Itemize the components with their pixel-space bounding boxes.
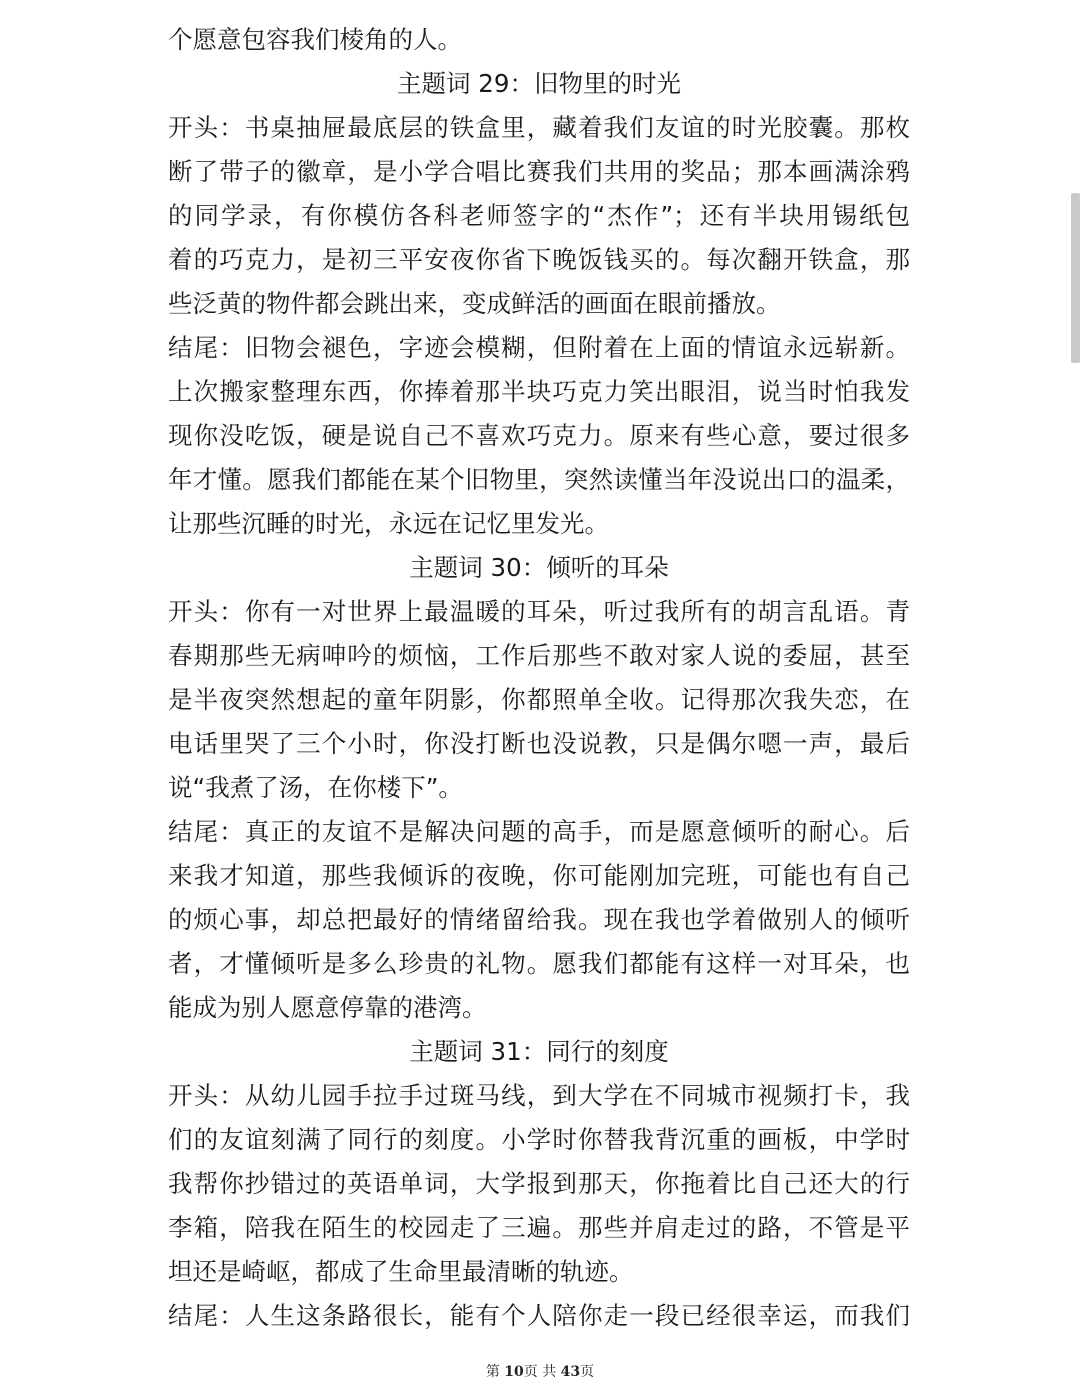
text-line: 春期那些无病呻吟的烦恼，工作后那些不敢对家人说的委屈，甚至 (168, 641, 910, 670)
text-line: 让那些沉睡的时光，永远在记忆里发光。 (168, 509, 609, 538)
document-body (168, 18, 910, 1338)
text-line: 开头：从幼儿园手拉手过斑马线，到大学在不同城市视频打卡，我 (168, 1081, 910, 1110)
scrollbar-thumb[interactable] (1071, 193, 1080, 363)
footer-middle: 页 共 (523, 1364, 561, 1380)
total-page-count: 43 (560, 1364, 581, 1380)
section-heading: 主题词 29：旧物里的时光 (397, 69, 681, 98)
text-line: 结尾：真正的友谊不是解决问题的高手，而是愿意倾听的耐心。后 (168, 817, 910, 846)
text-line: 们的友谊刻满了同行的刻度。小学时你替我背沉重的画板，中学时 (168, 1125, 910, 1154)
text-line: 我帮你抄错过的英语单词，大学报到那天，你拖着比自己还大的行 (168, 1169, 910, 1198)
text-line: 是半夜突然想起的童年阴影，你都照单全收。记得那次我失恋，在 (168, 685, 910, 714)
section-heading: 主题词 31：同行的刻度 (409, 1037, 669, 1066)
text-line: 年才懂。愿我们都能在某个旧物里，突然读懂当年没说出口的温柔， (168, 465, 910, 494)
text-line: 现你没吃饭，硬是说自己不喜欢巧克力。原来有些心意，要过很多 (168, 421, 910, 450)
text-line: 结尾：旧物会褪色，字迹会模糊，但附着在上面的情谊永远崭新。 (168, 333, 910, 362)
text-line: 的同学录，有你模仿各科老师签字的“杰作”；还有半块用锡纸包 (168, 201, 910, 230)
text-line: 能成为别人愿意停靠的港湾。 (168, 993, 487, 1022)
footer-prefix: 第 (485, 1364, 505, 1380)
text-line: 开头：书桌抽屉最底层的铁盒里，藏着我们友谊的时光胶囊。那枚 (168, 113, 910, 142)
text-line: 坦还是崎岖，都成了生命里最清晰的轨迹。 (168, 1257, 634, 1286)
text-line: 来我才知道，那些我倾诉的夜晚，你可能刚加完班，可能也有自己 (168, 861, 910, 890)
text-line: 电话里哭了三个小时，你没打断也没说教，只是偶尔嗯一声，最后 (168, 729, 910, 758)
footer-suffix: 页 (580, 1364, 595, 1380)
text-line: 些泛黄的物件都会跳出来，变成鲜活的画面在眼前播放。 (168, 289, 781, 318)
current-page-number: 10 (504, 1364, 524, 1380)
text-line: 说“我煮了汤，在你楼下”。 (168, 773, 463, 802)
text-line: 李箱，陪我在陌生的校园走了三遍。那些并肩走过的路，不管是平 (168, 1213, 910, 1242)
text-line: 者，才懂倾听是多么珍贵的礼物。愿我们都能有这样一对耳朵，也 (168, 949, 910, 978)
text-line: 上次搬家整理东西，你捧着那半块巧克力笑出眼泪，说当时怕我发 (168, 377, 910, 406)
text-line: 个愿意包容我们棱角的人。 (168, 25, 462, 54)
page-footer (0, 1361, 1080, 1381)
text-line: 着的巧克力，是初三平安夜你省下晚饭钱买的。每次翻开铁盒，那 (168, 245, 910, 274)
section-heading: 主题词 30：倾听的耳朵 (409, 553, 669, 582)
text-line: 结尾：人生这条路很长，能有个人陪你走一段已经很幸运，而我们 (168, 1301, 910, 1330)
text-line: 开头：你有一对世界上最温暖的耳朵，听过我所有的胡言乱语。青 (168, 597, 910, 626)
text-line: 断了带子的徽章，是小学合唱比赛我们共用的奖品；那本画满涂鸦 (168, 157, 910, 186)
text-line: 的烦心事，却总把最好的情绪留给我。现在我也学着做别人的倾听 (168, 905, 910, 934)
